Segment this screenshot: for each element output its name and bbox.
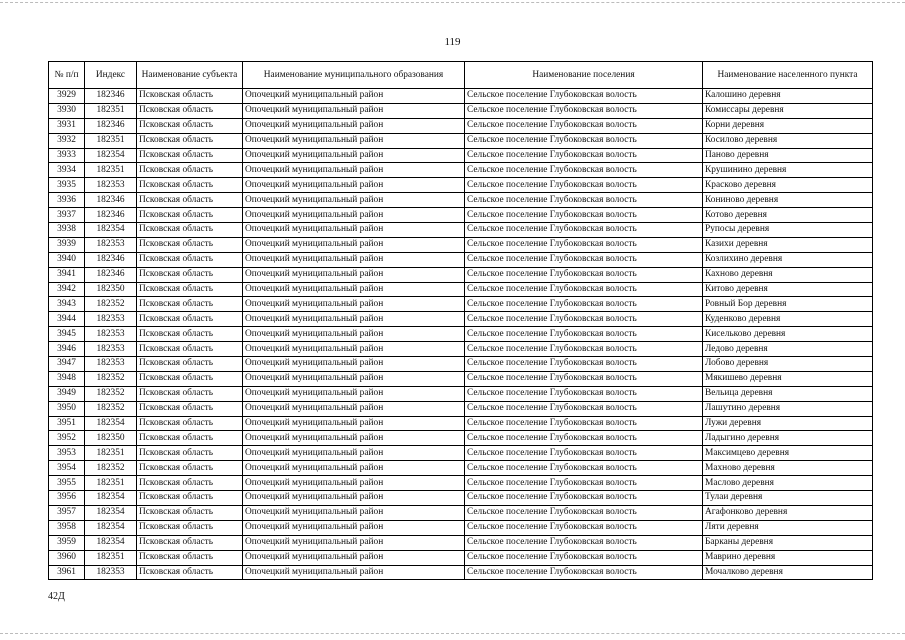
cell-index: 182352 bbox=[85, 461, 137, 476]
table-row bbox=[49, 505, 873, 520]
cell-number: 3933 bbox=[49, 148, 85, 163]
cell-settlement: Сельское поселение Глубоковская волость bbox=[465, 237, 703, 252]
cell-number: 3955 bbox=[49, 476, 85, 491]
cell-locality: Махново деревня bbox=[703, 461, 873, 476]
cell-municipality: Опочецкий муниципальный район bbox=[243, 550, 465, 565]
table-row bbox=[49, 446, 873, 461]
cell-locality: Кисельково деревня bbox=[703, 327, 873, 342]
cell-subject: Псковская область bbox=[137, 371, 243, 386]
table-row bbox=[49, 401, 873, 416]
cell-locality: Максимцево деревня bbox=[703, 446, 873, 461]
cell-subject: Псковская область bbox=[137, 535, 243, 550]
cell-number: 3944 bbox=[49, 312, 85, 327]
cell-number: 3941 bbox=[49, 267, 85, 282]
table-row bbox=[49, 342, 873, 357]
cell-index: 182354 bbox=[85, 223, 137, 238]
cell-municipality: Опочецкий муниципальный район bbox=[243, 89, 465, 104]
cell-index: 182354 bbox=[85, 520, 137, 535]
cell-locality: Комиссары деревня bbox=[703, 103, 873, 118]
cell-subject: Псковская область bbox=[137, 237, 243, 252]
cell-settlement: Сельское поселение Глубоковская волость bbox=[465, 431, 703, 446]
cell-index: 182353 bbox=[85, 357, 137, 372]
cell-index: 182352 bbox=[85, 297, 137, 312]
cell-municipality: Опочецкий муниципальный район bbox=[243, 386, 465, 401]
cell-locality: Мочалково деревня bbox=[703, 565, 873, 580]
cell-index: 182351 bbox=[85, 476, 137, 491]
cell-number: 3951 bbox=[49, 416, 85, 431]
table-row bbox=[49, 476, 873, 491]
cell-settlement: Сельское поселение Глубоковская волость bbox=[465, 565, 703, 580]
cell-municipality: Опочецкий муниципальный район bbox=[243, 416, 465, 431]
cell-municipality: Опочецкий муниципальный район bbox=[243, 476, 465, 491]
cell-subject: Псковская область bbox=[137, 267, 243, 282]
cell-subject: Псковская область bbox=[137, 312, 243, 327]
table-header bbox=[49, 62, 873, 89]
cell-number: 3956 bbox=[49, 491, 85, 506]
cell-number: 3939 bbox=[49, 237, 85, 252]
cell-locality: Мякишево деревня bbox=[703, 371, 873, 386]
cell-settlement: Сельское поселение Глубоковская волость bbox=[465, 357, 703, 372]
cell-locality: Крушинино деревня bbox=[703, 163, 873, 178]
cell-index: 182353 bbox=[85, 565, 137, 580]
cell-settlement: Сельское поселение Глубоковская волость bbox=[465, 446, 703, 461]
scan-edge-top bbox=[0, 2, 905, 3]
cell-number: 3942 bbox=[49, 282, 85, 297]
cell-locality: Паново деревня bbox=[703, 148, 873, 163]
cell-subject: Псковская область bbox=[137, 282, 243, 297]
cell-locality: Казихи деревня bbox=[703, 237, 873, 252]
cell-municipality: Опочецкий муниципальный район bbox=[243, 371, 465, 386]
cell-index: 182351 bbox=[85, 163, 137, 178]
cell-index: 182354 bbox=[85, 535, 137, 550]
cell-subject: Псковская область bbox=[137, 327, 243, 342]
cell-subject: Псковская область bbox=[137, 550, 243, 565]
table-row bbox=[49, 520, 873, 535]
cell-settlement: Сельское поселение Глубоковская волость bbox=[465, 461, 703, 476]
table-row bbox=[49, 267, 873, 282]
page-number: 119 bbox=[444, 36, 461, 48]
cell-locality: Ляти деревня bbox=[703, 520, 873, 535]
cell-index: 182346 bbox=[85, 118, 137, 133]
cell-subject: Псковская область bbox=[137, 446, 243, 461]
cell-municipality: Опочецкий муниципальный район bbox=[243, 461, 465, 476]
cell-index: 182350 bbox=[85, 282, 137, 297]
cell-index: 182346 bbox=[85, 252, 137, 267]
cell-index: 182354 bbox=[85, 148, 137, 163]
table-row bbox=[49, 535, 873, 550]
cell-subject: Псковская область bbox=[137, 416, 243, 431]
cell-locality: Китово деревня bbox=[703, 282, 873, 297]
table-row bbox=[49, 386, 873, 401]
cell-municipality: Опочецкий муниципальный район bbox=[243, 103, 465, 118]
cell-municipality: Опочецкий муниципальный район bbox=[243, 208, 465, 223]
cell-settlement: Сельское поселение Глубоковская волость bbox=[465, 312, 703, 327]
cell-index: 182352 bbox=[85, 371, 137, 386]
cell-locality: Корни деревня bbox=[703, 118, 873, 133]
table-row bbox=[49, 297, 873, 312]
cell-number: 3957 bbox=[49, 505, 85, 520]
table-row bbox=[49, 550, 873, 565]
cell-locality: Калошино деревня bbox=[703, 89, 873, 104]
cell-subject: Псковская область bbox=[137, 386, 243, 401]
table-row bbox=[49, 371, 873, 386]
cell-municipality: Опочецкий муниципальный район bbox=[243, 178, 465, 193]
cell-subject: Псковская область bbox=[137, 178, 243, 193]
cell-settlement: Сельское поселение Глубоковская волость bbox=[465, 505, 703, 520]
table-row bbox=[49, 223, 873, 238]
cell-subject: Псковская область bbox=[137, 565, 243, 580]
cell-municipality: Опочецкий муниципальный район bbox=[243, 520, 465, 535]
cell-municipality: Опочецкий муниципальный район bbox=[243, 297, 465, 312]
cell-settlement: Сельское поселение Глубоковская волость bbox=[465, 416, 703, 431]
cell-municipality: Опочецкий муниципальный район bbox=[243, 237, 465, 252]
cell-subject: Псковская область bbox=[137, 148, 243, 163]
table-row bbox=[49, 208, 873, 223]
table-row bbox=[49, 312, 873, 327]
cell-settlement: Сельское поселение Глубоковская волость bbox=[465, 89, 703, 104]
cell-locality: Тулаи деревня bbox=[703, 491, 873, 506]
cell-settlement: Сельское поселение Глубоковская волость bbox=[465, 208, 703, 223]
cell-municipality: Опочецкий муниципальный район bbox=[243, 565, 465, 580]
cell-index: 182351 bbox=[85, 103, 137, 118]
cell-settlement: Сельское поселение Глубоковская волость bbox=[465, 327, 703, 342]
cell-municipality: Опочецкий муниципальный район bbox=[243, 357, 465, 372]
cell-subject: Псковская область bbox=[137, 89, 243, 104]
cell-settlement: Сельское поселение Глубоковская волость bbox=[465, 491, 703, 506]
cell-municipality: Опочецкий муниципальный район bbox=[243, 193, 465, 208]
cell-number: 3937 bbox=[49, 208, 85, 223]
table-row bbox=[49, 282, 873, 297]
table-row bbox=[49, 237, 873, 252]
table-row bbox=[49, 491, 873, 506]
cell-settlement: Сельское поселение Глубоковская волость bbox=[465, 133, 703, 148]
footer-code: 42Д bbox=[48, 591, 65, 602]
cell-index: 182354 bbox=[85, 505, 137, 520]
cell-number: 3940 bbox=[49, 252, 85, 267]
cell-municipality: Опочецкий муниципальный район bbox=[243, 163, 465, 178]
cell-number: 3948 bbox=[49, 371, 85, 386]
cell-settlement: Сельское поселение Глубоковская волость bbox=[465, 550, 703, 565]
cell-settlement: Сельское поселение Глубоковская волость bbox=[465, 193, 703, 208]
cell-number: 3931 bbox=[49, 118, 85, 133]
cell-number: 3950 bbox=[49, 401, 85, 416]
cell-subject: Псковская область bbox=[137, 252, 243, 267]
cell-locality: Козлихино деревня bbox=[703, 252, 873, 267]
cell-number: 3958 bbox=[49, 520, 85, 535]
cell-number: 3952 bbox=[49, 431, 85, 446]
cell-number: 3954 bbox=[49, 461, 85, 476]
table-row bbox=[49, 103, 873, 118]
cell-index: 182351 bbox=[85, 446, 137, 461]
cell-locality: Котово деревня bbox=[703, 208, 873, 223]
cell-index: 182346 bbox=[85, 267, 137, 282]
cell-index: 182351 bbox=[85, 550, 137, 565]
cell-municipality: Опочецкий муниципальный район bbox=[243, 342, 465, 357]
cell-settlement: Сельское поселение Глубоковская волость bbox=[465, 163, 703, 178]
cell-subject: Псковская область bbox=[137, 163, 243, 178]
cell-subject: Псковская область bbox=[137, 223, 243, 238]
cell-number: 3947 bbox=[49, 357, 85, 372]
cell-municipality: Опочецкий муниципальный район bbox=[243, 252, 465, 267]
table-row bbox=[49, 163, 873, 178]
header-municipality: Наименование муниципального образования bbox=[243, 62, 465, 89]
cell-subject: Псковская область bbox=[137, 297, 243, 312]
cell-locality: Маврино деревня bbox=[703, 550, 873, 565]
cell-index: 182353 bbox=[85, 327, 137, 342]
cell-settlement: Сельское поселение Глубоковская волость bbox=[465, 371, 703, 386]
cell-locality: Агафонково деревня bbox=[703, 505, 873, 520]
cell-settlement: Сельское поселение Глубоковская волость bbox=[465, 282, 703, 297]
cell-locality: Косилово деревня bbox=[703, 133, 873, 148]
cell-subject: Псковская область bbox=[137, 476, 243, 491]
cell-subject: Псковская область bbox=[137, 357, 243, 372]
cell-municipality: Опочецкий муниципальный район bbox=[243, 282, 465, 297]
cell-number: 3959 bbox=[49, 535, 85, 550]
cell-index: 182354 bbox=[85, 416, 137, 431]
cell-number: 3938 bbox=[49, 223, 85, 238]
cell-settlement: Сельское поселение Глубоковская волость bbox=[465, 118, 703, 133]
cell-index: 182353 bbox=[85, 237, 137, 252]
cell-locality: Барканы деревня bbox=[703, 535, 873, 550]
cell-settlement: Сельское поселение Глубоковская волость bbox=[465, 297, 703, 312]
cell-municipality: Опочецкий муниципальный район bbox=[243, 401, 465, 416]
cell-number: 3930 bbox=[49, 103, 85, 118]
cell-subject: Псковская область bbox=[137, 491, 243, 506]
cell-municipality: Опочецкий муниципальный район bbox=[243, 118, 465, 133]
cell-locality: Лашутино деревня bbox=[703, 401, 873, 416]
cell-index: 182346 bbox=[85, 193, 137, 208]
cell-settlement: Сельское поселение Глубоковская волость bbox=[465, 267, 703, 282]
table-row bbox=[49, 133, 873, 148]
table-row bbox=[49, 416, 873, 431]
header-index: Индекс bbox=[85, 62, 137, 89]
cell-number: 3932 bbox=[49, 133, 85, 148]
table-row bbox=[49, 193, 873, 208]
cell-settlement: Сельское поселение Глубоковская волость bbox=[465, 178, 703, 193]
cell-settlement: Сельское поселение Глубоковская волость bbox=[465, 401, 703, 416]
cell-locality: Ледово деревня bbox=[703, 342, 873, 357]
cell-number: 3934 bbox=[49, 163, 85, 178]
cell-subject: Псковская область bbox=[137, 193, 243, 208]
table-row bbox=[49, 431, 873, 446]
cell-settlement: Сельское поселение Глубоковская волость bbox=[465, 148, 703, 163]
header-number: № п/п bbox=[49, 62, 85, 89]
cell-settlement: Сельское поселение Глубоковская волость bbox=[465, 223, 703, 238]
cell-settlement: Сельское поселение Глубоковская волость bbox=[465, 386, 703, 401]
cell-municipality: Опочецкий муниципальный район bbox=[243, 491, 465, 506]
cell-number: 3945 bbox=[49, 327, 85, 342]
cell-settlement: Сельское поселение Глубоковская волость bbox=[465, 103, 703, 118]
cell-locality: Красково деревня bbox=[703, 178, 873, 193]
header-settlement: Наименование поселения bbox=[465, 62, 703, 89]
header-subject: Наименование субъекта bbox=[137, 62, 243, 89]
cell-locality: Рупосы деревня bbox=[703, 223, 873, 238]
cell-number: 3943 bbox=[49, 297, 85, 312]
cell-index: 182352 bbox=[85, 401, 137, 416]
cell-locality: Маслово деревня bbox=[703, 476, 873, 491]
cell-subject: Псковская область bbox=[137, 208, 243, 223]
cell-number: 3935 bbox=[49, 178, 85, 193]
cell-municipality: Опочецкий муниципальный район bbox=[243, 431, 465, 446]
table-row bbox=[49, 118, 873, 133]
table-row bbox=[49, 357, 873, 372]
cell-subject: Псковская область bbox=[137, 520, 243, 535]
cell-index: 182354 bbox=[85, 491, 137, 506]
cell-number: 3929 bbox=[49, 89, 85, 104]
cell-locality: Ровный Бор деревня bbox=[703, 297, 873, 312]
cell-municipality: Опочецкий муниципальный район bbox=[243, 148, 465, 163]
cell-subject: Псковская область bbox=[137, 461, 243, 476]
table-row bbox=[49, 327, 873, 342]
cell-municipality: Опочецкий муниципальный район bbox=[243, 535, 465, 550]
table-row bbox=[49, 178, 873, 193]
cell-municipality: Опочецкий муниципальный район bbox=[243, 223, 465, 238]
cell-subject: Псковская область bbox=[137, 103, 243, 118]
cell-subject: Псковская область bbox=[137, 133, 243, 148]
cell-municipality: Опочецкий муниципальный район bbox=[243, 267, 465, 282]
cell-index: 182353 bbox=[85, 342, 137, 357]
cell-subject: Псковская область bbox=[137, 118, 243, 133]
cell-municipality: Опочецкий муниципальный район bbox=[243, 133, 465, 148]
cell-number: 3949 bbox=[49, 386, 85, 401]
header-locality: Наименование населенного пункта bbox=[703, 62, 873, 89]
cell-index: 182353 bbox=[85, 178, 137, 193]
cell-index: 182350 bbox=[85, 431, 137, 446]
cell-locality: Лужи деревня bbox=[703, 416, 873, 431]
cell-municipality: Опочецкий муниципальный район bbox=[243, 446, 465, 461]
cell-locality: Кахново деревня bbox=[703, 267, 873, 282]
table-body bbox=[49, 89, 873, 580]
cell-number: 3936 bbox=[49, 193, 85, 208]
cell-number: 3953 bbox=[49, 446, 85, 461]
settlements-table bbox=[48, 61, 873, 580]
cell-subject: Псковская область bbox=[137, 342, 243, 357]
cell-subject: Псковская область bbox=[137, 431, 243, 446]
cell-locality: Куденково деревня bbox=[703, 312, 873, 327]
cell-settlement: Сельское поселение Глубоковская волость bbox=[465, 520, 703, 535]
cell-index: 182351 bbox=[85, 133, 137, 148]
header-row bbox=[49, 62, 873, 89]
table-row bbox=[49, 252, 873, 267]
table-row bbox=[49, 461, 873, 476]
table-row bbox=[49, 565, 873, 580]
cell-settlement: Сельское поселение Глубоковская волость bbox=[465, 535, 703, 550]
cell-locality: Вельица деревня bbox=[703, 386, 873, 401]
cell-index: 182352 bbox=[85, 386, 137, 401]
cell-index: 182346 bbox=[85, 89, 137, 104]
cell-index: 182346 bbox=[85, 208, 137, 223]
table-row bbox=[49, 148, 873, 163]
cell-municipality: Опочецкий муниципальный район bbox=[243, 312, 465, 327]
cell-index: 182353 bbox=[85, 312, 137, 327]
cell-locality: Ладыгино деревня bbox=[703, 431, 873, 446]
cell-municipality: Опочецкий муниципальный район bbox=[243, 327, 465, 342]
cell-number: 3960 bbox=[49, 550, 85, 565]
cell-settlement: Сельское поселение Глубоковская волость bbox=[465, 342, 703, 357]
cell-settlement: Сельское поселение Глубоковская волость bbox=[465, 476, 703, 491]
cell-municipality: Опочецкий муниципальный район bbox=[243, 505, 465, 520]
cell-locality: Кониново деревня bbox=[703, 193, 873, 208]
table-row bbox=[49, 89, 873, 104]
cell-settlement: Сельское поселение Глубоковская волость bbox=[465, 252, 703, 267]
cell-subject: Псковская область bbox=[137, 505, 243, 520]
cell-subject: Псковская область bbox=[137, 401, 243, 416]
scan-edge-bottom bbox=[0, 633, 905, 634]
cell-locality: Лобово деревня bbox=[703, 357, 873, 372]
cell-number: 3946 bbox=[49, 342, 85, 357]
cell-number: 3961 bbox=[49, 565, 85, 580]
